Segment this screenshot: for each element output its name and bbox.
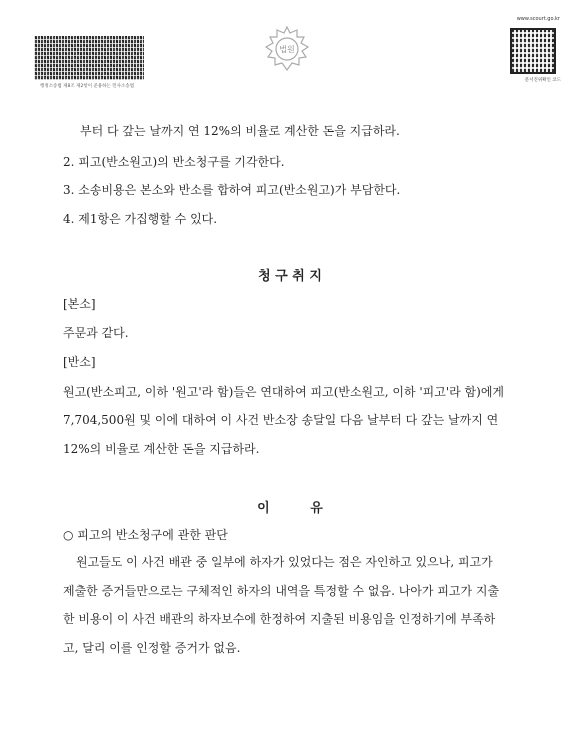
court-seal-icon: [262, 24, 312, 74]
counter-suit-label: [반소]: [63, 355, 96, 369]
judgment-line-3: 3. 소송비용은 본소와 반소를 합하여 피고(반소원고)가 부담한다.: [63, 183, 401, 197]
counter-suit-line-3: 12%의 비율로 계산한 돈을 지급하라.: [63, 442, 260, 456]
barcode-caption: 행정소송법 제8조 제2항이 준용하는 민사소송법: [40, 84, 135, 89]
counter-suit-line-1: 원고(반소피고, 이하 '원고'라 함)들은 연대하여 피고(반소원고, 이하 '피고'라 함)에게: [63, 385, 505, 399]
main-suit-text: 주문과 같다.: [63, 326, 129, 340]
reason-line-4: 고, 달리 이를 인정할 증거가 없음.: [63, 641, 241, 655]
reason-line-2: 제출한 증거들만으로는 구체적인 하자의 내역을 특정할 수 없음. 나아가 피고가 지출: [63, 584, 500, 598]
qr-caption: 문서진위확인 코드: [524, 78, 561, 83]
qr-url: www.scourt.go.kr: [516, 16, 560, 22]
seal-label: 법원: [279, 45, 295, 54]
main-suit-label: [본소]: [63, 297, 96, 311]
document-barcode: [34, 36, 144, 80]
claim-section-title: 청 구 취 지: [258, 269, 322, 284]
judgment-line-2: 2. 피고(반소원고)의 반소청구를 기각한다.: [63, 155, 285, 169]
reason-section-title: 이 유: [257, 501, 323, 516]
judgment-line-4: 4. 제1항은 가집행할 수 있다.: [63, 212, 218, 226]
reason-subheading: ○ 피고의 반소청구에 관한 판단: [63, 528, 228, 542]
reason-line-1: 원고들도 이 사건 배관 중 일부에 하자가 있었다는 점은 자인하고 있으나, 피고가: [76, 555, 493, 569]
reason-line-3: 한 비용이 이 사건 배관의 하자보수에 한정하여 지출된 비용임을 인정하기에 부족하: [63, 612, 496, 626]
counter-suit-line-2: 7,704,500원 및 이에 대하여 이 사건 반소장 송달일 다음 날부터 다 갚는 날까지 연: [63, 413, 499, 427]
judgment-line-1: 부터 다 갚는 날까지 연 12%의 비율로 계산한 돈을 지급하라.: [80, 124, 400, 138]
verification-qr-code: [510, 28, 556, 74]
